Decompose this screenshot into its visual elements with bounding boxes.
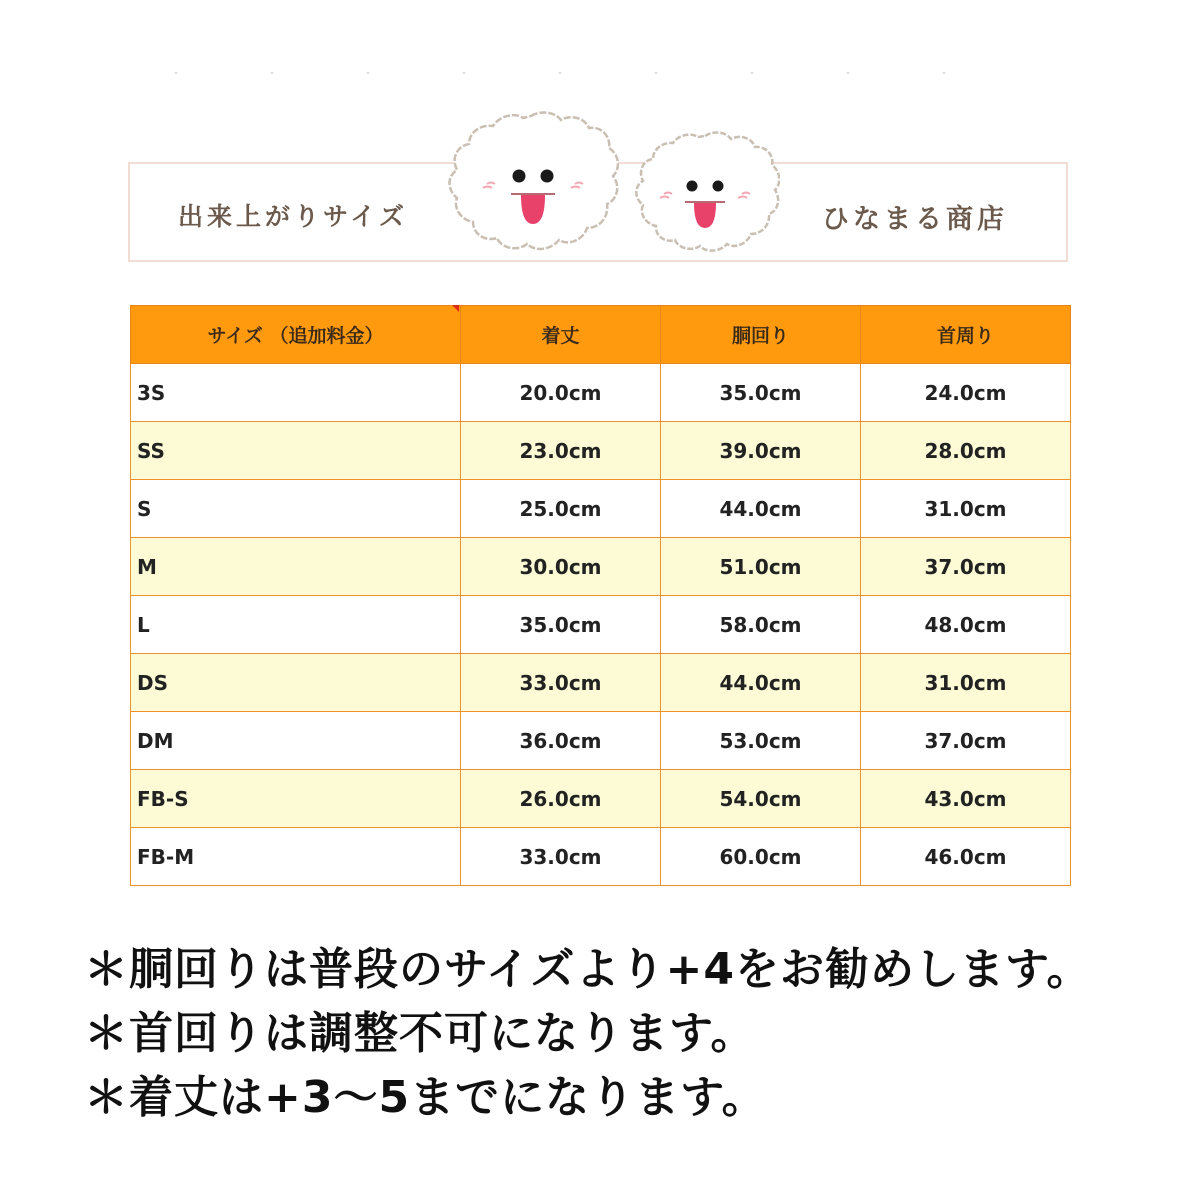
table-row xyxy=(131,770,1071,828)
table-row xyxy=(131,654,1071,712)
header-neck: 首周り xyxy=(861,306,1071,364)
decorative-dotted-line xyxy=(128,72,1028,74)
note-line: ＊胴回りは普段のサイズより+4をお勧めします。 xyxy=(84,944,1092,995)
neck-cell: 24.0cm xyxy=(861,364,1071,422)
chest-cell: 53.0cm xyxy=(661,712,861,770)
length-cell: 26.0cm xyxy=(461,770,661,828)
note-line: ＊着丈は+3～5までになります。 xyxy=(84,1072,767,1123)
length-cell: 30.0cm xyxy=(461,538,661,596)
header-chest: 胴回り xyxy=(661,306,861,364)
table-row xyxy=(131,422,1071,480)
banner-title: 出来上がりサイズ xyxy=(178,202,409,231)
length-cell: 20.0cm xyxy=(461,364,661,422)
length-cell: 33.0cm xyxy=(461,828,661,886)
size-cell: 3S xyxy=(131,364,461,422)
table-row xyxy=(131,828,1071,886)
size-cell: S xyxy=(131,480,461,538)
chest-cell: 35.0cm xyxy=(661,364,861,422)
neck-cell: 31.0cm xyxy=(861,480,1071,538)
length-cell: 36.0cm xyxy=(461,712,661,770)
smiling-fluffy-face-icon xyxy=(630,128,780,258)
header-size: サイズ （追加料金） xyxy=(131,306,461,364)
neck-cell: 28.0cm xyxy=(861,422,1071,480)
smiling-fluffy-face-icon xyxy=(443,108,619,258)
size-cell: SS xyxy=(131,422,461,480)
table-row xyxy=(131,538,1071,596)
size-cell: FB-S xyxy=(131,770,461,828)
header-length: 着丈 xyxy=(461,306,661,364)
chest-cell: 44.0cm xyxy=(661,654,861,712)
cell-comment-marker xyxy=(452,305,459,312)
table-row xyxy=(131,596,1071,654)
note-line: ＊首回りは調整不可になります。 xyxy=(84,1008,756,1059)
neck-cell: 37.0cm xyxy=(861,712,1071,770)
neck-cell: 31.0cm xyxy=(861,654,1071,712)
neck-cell: 37.0cm xyxy=(861,538,1071,596)
chest-cell: 60.0cm xyxy=(661,828,861,886)
neck-cell: 48.0cm xyxy=(861,596,1071,654)
chest-cell: 39.0cm xyxy=(661,422,861,480)
chest-cell: 51.0cm xyxy=(661,538,861,596)
size-cell: FB-M xyxy=(131,828,461,886)
chest-cell: 54.0cm xyxy=(661,770,861,828)
table-row xyxy=(131,480,1071,538)
table-row xyxy=(131,364,1071,422)
neck-cell: 46.0cm xyxy=(861,828,1071,886)
notes-section xyxy=(84,938,1184,1130)
length-cell: 33.0cm xyxy=(461,654,661,712)
table-header-row xyxy=(131,306,1071,364)
chest-cell: 44.0cm xyxy=(661,480,861,538)
size-cell: DM xyxy=(131,712,461,770)
size-cell: M xyxy=(131,538,461,596)
size-table xyxy=(130,305,1071,886)
length-cell: 35.0cm xyxy=(461,596,661,654)
size-cell: DS xyxy=(131,654,461,712)
shop-name: ひなまる商店 xyxy=(822,204,1008,235)
size-cell: L xyxy=(131,596,461,654)
length-cell: 23.0cm xyxy=(461,422,661,480)
chest-cell: 58.0cm xyxy=(661,596,861,654)
table-row xyxy=(131,712,1071,770)
length-cell: 25.0cm xyxy=(461,480,661,538)
neck-cell: 43.0cm xyxy=(861,770,1071,828)
